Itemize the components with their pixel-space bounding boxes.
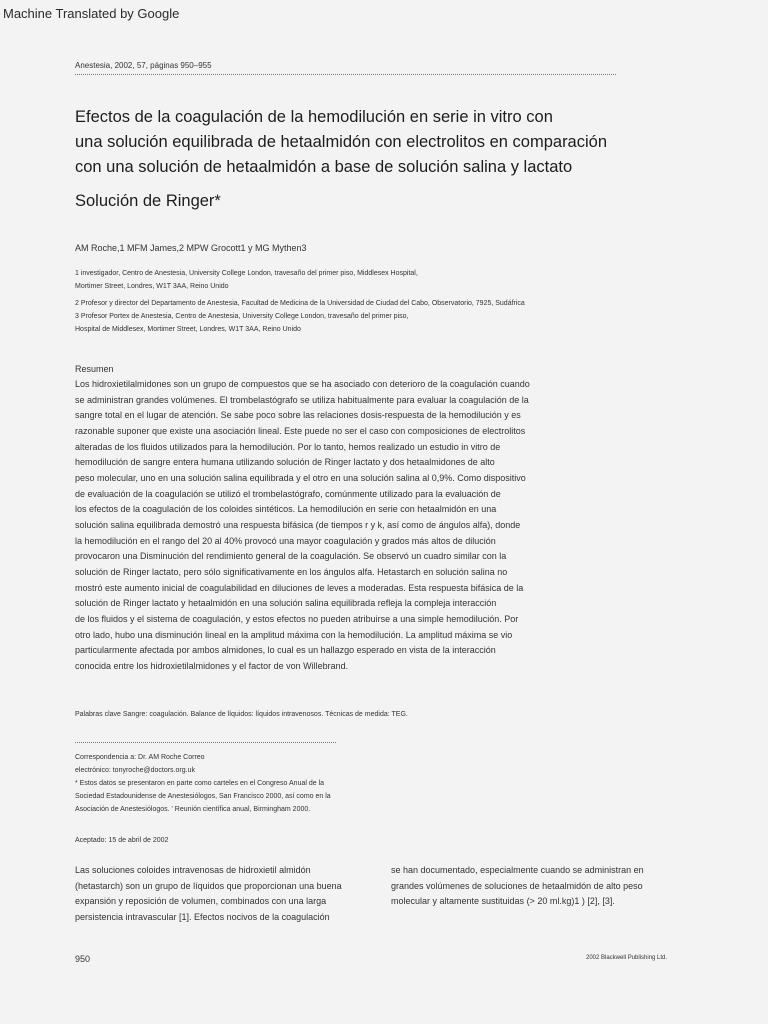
abstract-line: solución salina equilibrada demostró una respuesta bifásica (de tiempos r y k, así como de ángulos alfa), donde <box>75 519 521 530</box>
abstract-line: solución de Ringer lactato y hetaalmidón en una solución salina equilibrada refleja la compleja interacción <box>75 598 497 609</box>
abstract-line: hemodilución de sangre entera humana utilizando solución de Ringer lactato y dos hetaalmidones de alto <box>75 457 495 468</box>
abstract-line: otro lado, hubo una disminución lineal en la amplitud máxima con la hemodilución. La amplitud máxima se vio <box>75 629 513 640</box>
body-column-right <box>391 863 691 910</box>
affiliation-line: 3 Profesor Portex de Anestesia, Centro de Anestesia, University College London, travesaño del primer piso, <box>75 312 409 320</box>
abstract-line: mostró este aumento inicial de coagulabilidad en diluciones de leves a moderadas. Esta respuesta bifásica de la <box>75 582 524 593</box>
body-line: (hetastarch) son un grupo de líquidos que proporcionan una buena <box>75 880 342 891</box>
machine-translation-banner: Machine Translated by Google <box>3 6 180 21</box>
body-line: molecular y altamente sustituidas (> 20 ml.kg)1 ) [2], [3]. <box>391 896 615 907</box>
body-line: se han documentado, especialmente cuando se administran en <box>391 865 644 875</box>
title-line: Efectos de la coagulación de la hemodilución en serie in vitro con <box>75 108 553 126</box>
keywords: Palabras clave Sangre: coagulación. Balance de líquidos: líquidos intravenosos. Técnicas de medida: TEG. <box>75 711 408 718</box>
page-number: 950 <box>75 954 91 964</box>
author-list: AM Roche,1 MFM James,2 MPW Grocott1 y MG Mythen3 <box>75 243 307 253</box>
abstract-line: sangre total en el lugar de atención. Se sabe poco sobre las relaciones dosis-respuesta de la hemodilución y es <box>75 410 521 421</box>
correspondence-email: electrónico: tonyroche@doctors.org.uk <box>75 767 195 774</box>
affiliation-line: 2 Profesor y director del Departamento de Anestesia, Facultad de Medicina de la Universidad de Ciudad del Cabo, Observatorio, 7925, Sudáfrica <box>75 299 525 307</box>
title-line: una solución equilibrada de hetaalmidón con electrolitos en comparación <box>75 133 608 151</box>
abstract-line: los efectos de la coagulación de los coloides sintéticos. La hemodilución en serie con hetaalmidón en una <box>75 504 497 515</box>
publisher-copyright: 2002 Blackwell Publishing Ltd. <box>586 955 668 961</box>
abstract-line: se administran grandes volúmenes. El trombelastógrafo se utiliza habitualmente para evaluar la coagulación de la <box>75 394 529 405</box>
article-title <box>75 105 675 214</box>
affiliation-line: 1 investigador, Centro de Anestesia, University College London, travesaño del primer piso, Middlesex Hospital, <box>75 270 418 277</box>
abstract-heading: Resumen <box>75 364 114 374</box>
abstract-line: Los hidroxietilalmidones son un grupo de compuestos que se ha asociado con deterioro de la coagulación cuando <box>75 379 530 389</box>
abstract-line: razonable suponer que existe una asociación lineal. Este puede no ser el caso con composiciones de electrolitos <box>75 425 526 436</box>
body-line: grandes volúmenes de soluciones de hetaalmidón de alto peso <box>391 880 643 891</box>
affiliations <box>75 267 635 336</box>
abstract-line: de los fluidos y el sistema de coagulación, y estos efectos no pueden atribuirse a una simple hemodilución. Por <box>75 613 519 624</box>
abstract-line: la hemodilución en el rango del 20 al 40% provocó una mayor coagulación y grados más altos de dilución <box>75 535 496 546</box>
body-line: Las soluciones coloides intravenosas de hidroxietil almidón <box>75 865 311 875</box>
presentation-note-line: * Estos datos se presentaron en parte como carteles en el Congreso Anual de la <box>75 780 325 787</box>
body-line: expansión y reposición de volumen, combinados con una larga <box>75 896 327 907</box>
abstract-body <box>75 377 595 674</box>
header-dotted-rule <box>75 74 616 75</box>
correspondence-footnote <box>75 751 395 816</box>
presentation-note-line: Asociación de Anestesiólogos. ' Reunión científica anual, Birmingham 2000. <box>75 806 311 813</box>
affiliation-line: Hospital de Middlesex, Mortimer Street, Londres, W1T 3AA, Reino Unido <box>75 326 301 334</box>
abstract-line: de evaluación de la coagulación se utilizó el trombelastógrafo, comúnmente utilizado para la evaluación de <box>75 488 501 499</box>
footnote-dotted-rule <box>75 742 336 743</box>
journal-reference: Anestesia, 2002, 57, páginas 950–955 <box>75 61 212 70</box>
abstract-line: conocida entre los hidroxietilalmidones y el factor de von Willebrand. <box>75 660 349 671</box>
abstract-line: provocaron una Disminución del rendimiento general de la coagulación. Se observó un cuadro similar con la <box>75 551 507 562</box>
title-line: con una solución de hetaalmidón a base de solución salina y lactato <box>75 158 573 176</box>
abstract-line: peso molecular, uno en una solución salina equilibrada y el otro en una solución salina al 0,9%. Como dispositivo <box>75 472 526 483</box>
abstract-line: solución de Ringer lactato, pero sólo significativamente en los ángulos alfa. Hetastarch en solución salina no <box>75 566 508 577</box>
abstract-line: particularmente afectada por ambos almidones, lo cual es un hallazgo esperado en vista de la interacción <box>75 645 496 656</box>
body-column-left <box>75 863 375 926</box>
affiliation-line: Mortimer Street, Londres, W1T 3AA, Reino Unido <box>75 283 229 291</box>
presentation-note-line: Sociedad Estadounidense de Anestesiólogos, San Francisco 2000, así como en la <box>75 793 331 800</box>
body-line: persistencia intravascular [1]. Efectos nocivos de la coagulación <box>75 912 330 923</box>
title-line: Solución de Ringer* <box>75 192 221 210</box>
accepted-date: Aceptado: 15 de abril de 2002 <box>75 837 169 844</box>
abstract-line: alteradas de los fluidos utilizados para la hemodilución. Por lo tanto, hemos realizado un estudio in vitro de <box>75 441 501 452</box>
correspondence-line: Correspondencia a: Dr. AM Roche Correo <box>75 754 205 761</box>
